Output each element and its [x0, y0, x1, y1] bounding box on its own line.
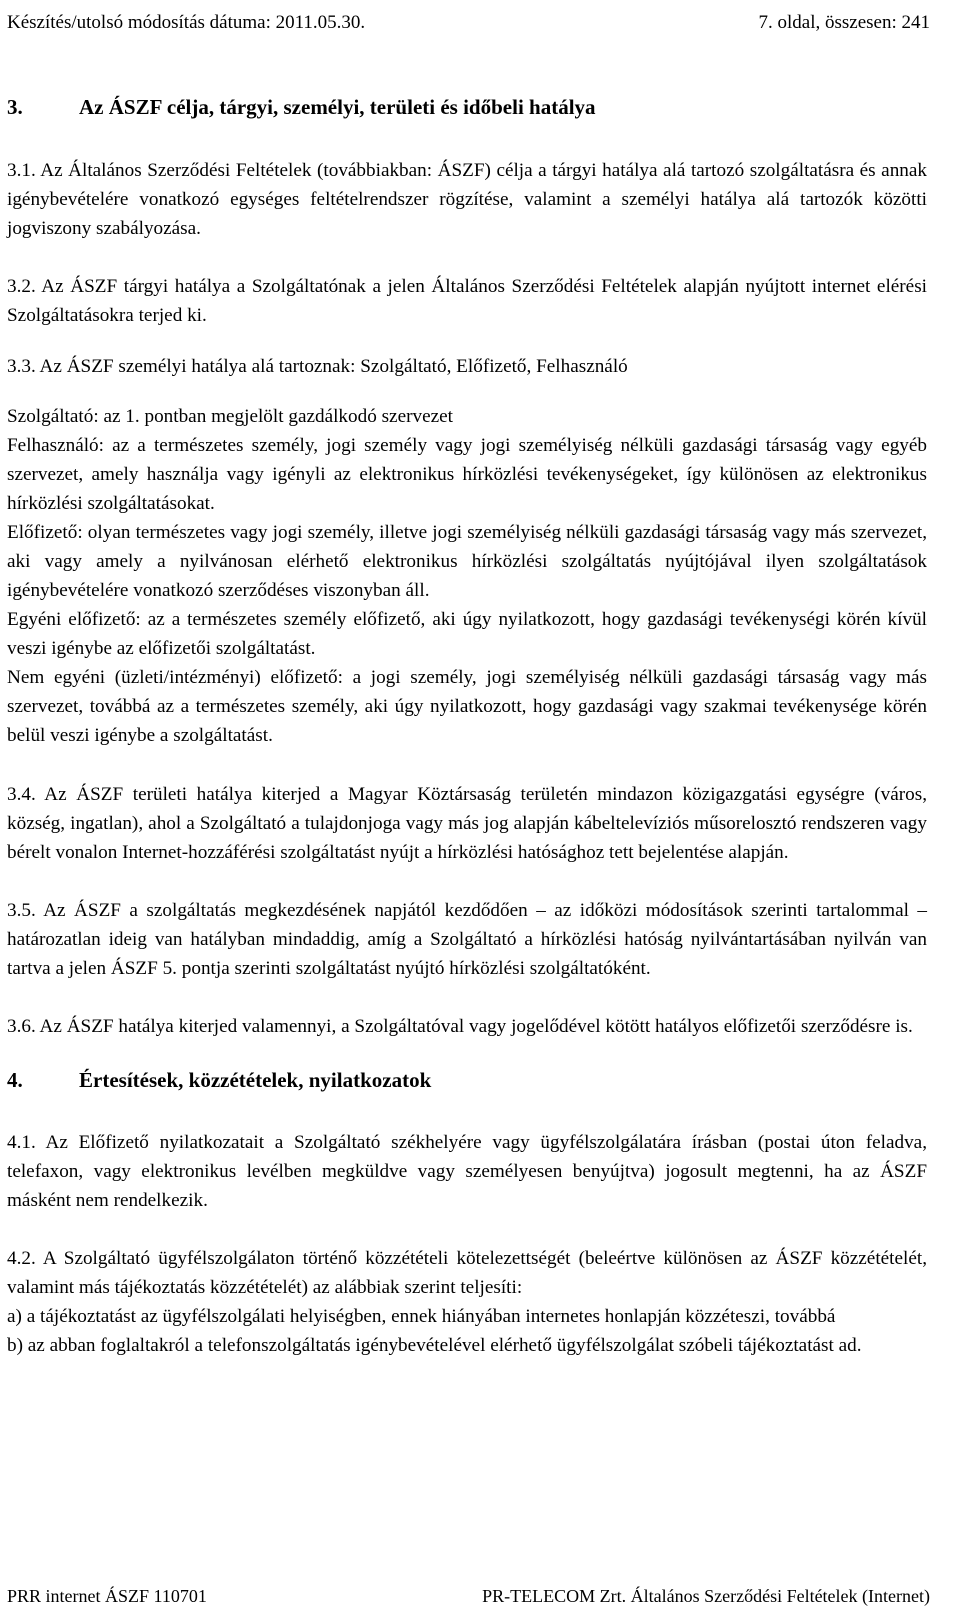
definition-elofizeto: Előfizető: olyan természetes vagy jogi személy, illetve jogi személyiség nélküli gazdasági társaság vagy más szervezet, aki vagy amely a nyilvánosan elérhető elektronikus hírközlési szolgáltatás nyújtójával ilyen szolgáltatások igénybevételére vonatkozó szerződéses viszonyban áll.: [7, 522, 927, 601]
paragraph-3-5: 3.5. Az ÁSZF a szolgáltatás megkezdésének napjától kezdődően – az időközi módosítások szerinti tartalommal – határozatlan ideig van hatályban mindaddig, amíg a Szolgáltató a hírközlési hatóság nyilvántartásában nyilván van tartva a jelen ÁSZF 5. pontja szerinti szolgáltatást nyújtó hírközlési szolgáltatóként.: [7, 900, 927, 979]
paragraph-4-2: 4.2. A Szolgáltató ügyfélszolgálaton történő közzétételi kötelezettségét (beleértve különösen az ÁSZF közzétételét, valamint más tájékoztatás közzétételét) az alábbiak szerint teljesíti:: [7, 1248, 927, 1298]
paragraph-3-2: 3.2. Az ÁSZF tárgyi hatálya a Szolgáltatónak a jelen Általános Szerződési Feltételek alapján nyújtott internet elérési Szolgáltatásokra terjed ki.: [7, 276, 927, 326]
section-4-title: Értesítések, közzétételek, nyilatkozatok: [79, 1068, 432, 1092]
footer-document-title: PR-TELECOM Zrt. Általános Szerződési Feltételek (Internet): [482, 1586, 930, 1606]
definition-felhasznalo: Felhasználó: az a természetes személy, jogi személy vagy jogi személyiség nélküli gazdasági társaság vagy egyéb szervezet, amely használja vagy igényli az elektronikus hírközlési tevékenységeket, így különösen az elektronikus hírközlési szolgáltatásokat.: [7, 435, 927, 514]
paragraph-3-1: 3.1. Az Általános Szerződési Feltételek (továbbiakban: ÁSZF) célja a tárgyi hatálya alá tartozó szolgáltatásra és annak igénybevételére vonatkozó egységes feltételrendszer rögzítése, valamint a személyi hatálya alá tartozók közötti jogviszony szabályozása.: [7, 160, 927, 239]
section-4-heading: [7, 1065, 927, 1095]
footer-document-id: PRR internet ÁSZF 110701: [7, 1586, 207, 1606]
section-3-title: Az ÁSZF célja, tárgyi, személyi, területi és időbeli hatálya: [79, 95, 596, 119]
definition-szolgaltato: Szolgáltató: az 1. pontban megjelölt gazdálkodó szervezet: [7, 406, 453, 427]
document-date: Készítés/utolsó módosítás dátuma: 2011.05.30.: [7, 12, 366, 33]
document-body: [7, 92, 927, 1360]
paragraph-3-4: 3.4. Az ÁSZF területi hatálya kiterjed a Magyar Köztársaság területén mindazon közigazgatási egységre (város, község, ingatlan), ahol a Szolgáltató a tulajdonjoga vagy más jog alapján kábeltelevíziós műsorelosztó rendszeren vagy bérelt vonalon Internet-hozzáférési szolgáltatást nyújt a hírközlési hatósághoz tett bejelentése alapján.: [7, 784, 927, 863]
page-header: [7, 12, 930, 34]
section-3-number: 3.: [7, 95, 23, 119]
paragraph-4-1: 4.1. Az Előfizető nyilatkozatait a Szolgáltató székhelyére vagy ügyfélszolgálatára írásban (postai úton feladva, telefaxon, vagy elektronikus levélben megküldve vagy személyesen benyújtva) jogosult megtenni, ha az ÁSZF másként nem rendelkezik.: [7, 1132, 927, 1211]
section-4-number: 4.: [7, 1068, 23, 1092]
page-footer: [7, 1586, 930, 1610]
definition-nem-egyeni-elofizeto: Nem egyéni (üzleti/intézményi) előfizető: a jogi személy, jogi személyiség nélküli gazdasági társaság vagy más szervezet, továbbá az a természetes személy, aki úgy nyilatkozott, hogy gazdasági vagy szakmai tevékenysége körén belül veszi igénybe a szolgáltatást.: [7, 667, 927, 746]
paragraph-4-2-b: b) az abban foglaltakról a telefonszolgáltatás igénybevételével elérhető ügyfélszolgálat szóbeli tájékoztatást ad.: [7, 1335, 862, 1356]
paragraph-4-2-a: a) a tájékoztatást az ügyfélszolgálati helyiségben, ennek hiányában internetes honlapján közzéteszi, továbbá: [7, 1306, 836, 1327]
section-3-heading: [7, 92, 927, 122]
page-number: 7. oldal, összesen: 241: [758, 12, 930, 33]
paragraph-3-6: 3.6. Az ÁSZF hatálya kiterjed valamennyi, a Szolgáltatóval vagy jogelődével kötött hatályos előfizetői szerződésre is.: [7, 1016, 913, 1037]
definition-egyeni-elofizeto: Egyéni előfizető: az a természetes személy előfizető, aki úgy nyilatkozott, hogy gazdasági tevékenységi körén kívül veszi igénybe az előfizetői szolgáltatást.: [7, 609, 927, 659]
paragraph-3-3: 3.3. Az ÁSZF személyi hatálya alá tartoznak: Szolgáltató, Előfizető, Felhasználó: [7, 356, 628, 377]
